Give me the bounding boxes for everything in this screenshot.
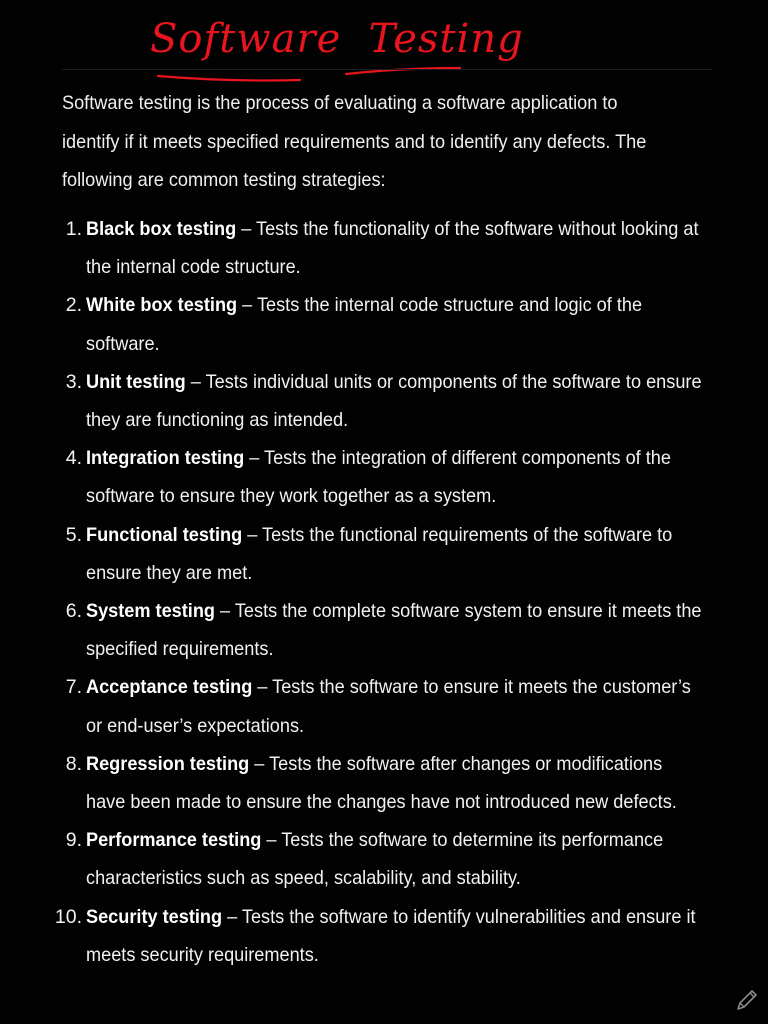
item-number: 10. xyxy=(54,905,82,928)
item-number: 5. xyxy=(65,523,82,546)
item-description: – Tests individual units or components of the software to ensure they are functioning as intended. xyxy=(86,370,702,432)
title-underline xyxy=(150,8,524,88)
item-number: 2. xyxy=(65,294,82,317)
item-number: 1. xyxy=(65,218,82,240)
item-term: Security testing xyxy=(86,905,223,928)
item-number: 3. xyxy=(65,370,82,393)
item-number: 4. xyxy=(65,447,82,470)
item-description: – Tests the complete software system to ensure it meets the specified requirements. xyxy=(86,600,702,661)
list-item xyxy=(0,363,768,439)
title-text: Software Testing xyxy=(150,16,524,62)
item-description: – Tests the functional requirements of the software to ensure they are met. xyxy=(86,523,673,584)
item-description: – Tests the software to identify vulnerabilities and ensure it meets security requirements. xyxy=(86,905,696,966)
item-description: – Tests the software to ensure it meets the customer’s or end-user’s expectations. xyxy=(86,676,691,737)
item-term: Black box testing xyxy=(86,218,237,240)
item-term: White box testing xyxy=(86,294,238,317)
item-description: – Tests the functionality of the software without looking at the internal code structure. xyxy=(86,218,699,279)
item-term: Unit testing xyxy=(86,370,186,393)
testing-strategies-list xyxy=(0,210,768,974)
list-item xyxy=(0,668,768,744)
list-item xyxy=(0,821,768,897)
item-term: Performance testing xyxy=(86,829,262,852)
item-term: Functional testing xyxy=(86,523,243,546)
item-number: 6. xyxy=(65,600,82,623)
list-item xyxy=(0,439,768,515)
item-description: – Tests the software to determine its performance characteristics such as speed, scalability, and stability. xyxy=(86,829,664,890)
item-term: Integration testing xyxy=(86,447,245,470)
item-number: 7. xyxy=(65,676,82,699)
item-description: – Tests the integration of different components of the software to ensure they work together as a system. xyxy=(86,447,671,508)
list-item xyxy=(0,745,768,821)
item-number: 8. xyxy=(65,752,82,775)
item-term: System testing xyxy=(86,600,216,623)
item-term: Regression testing xyxy=(86,752,250,775)
pencil-icon[interactable] xyxy=(734,987,760,1018)
divider xyxy=(62,69,712,70)
list-item xyxy=(0,286,768,362)
item-description: – Tests the internal code structure and logic of the software. xyxy=(86,294,643,355)
item-description: – Tests the software after changes or modifications have been made to ensure the changes have not introduced new defects. xyxy=(86,752,677,814)
list-item xyxy=(0,210,768,286)
item-number: 9. xyxy=(65,829,82,852)
list-item xyxy=(0,516,768,592)
handwritten-title xyxy=(150,8,524,88)
list-item xyxy=(0,898,768,974)
list-item xyxy=(0,592,768,668)
item-term: Acceptance testing xyxy=(86,676,253,699)
intro-paragraph: Software testing is the process of evaluating a software application to identify if it meets specified requirements and to identify any defects. The following are common testing strategies: xyxy=(62,92,647,191)
